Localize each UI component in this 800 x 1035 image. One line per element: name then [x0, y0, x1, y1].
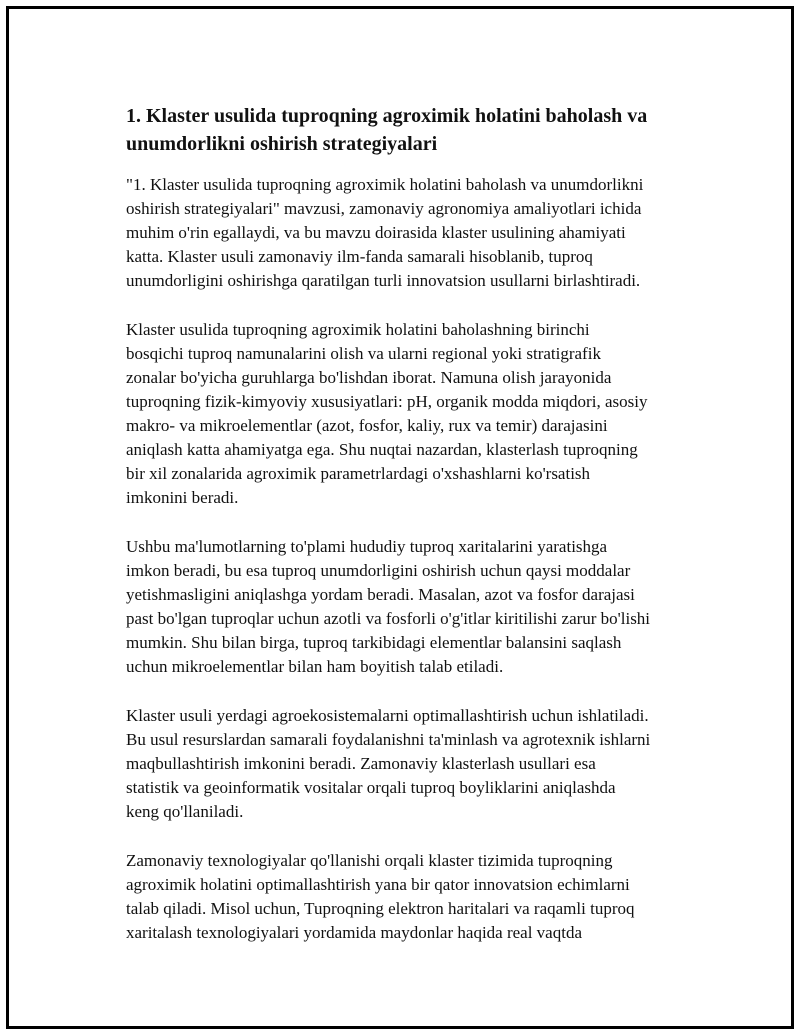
paragraph-5: Zamonaviy texnologiyalar qo'llanishi orqali klaster tizimida tuproqning agroximik holatini optimallashtirish yana bir qator innovatsion echimlarni talab qiladi. Misol uchun, Tuproqning elektron haritalari va raqamli tuproq xaritalash texnologiyalari yordamida maydonlar haqida real vaqtda — [126, 851, 635, 942]
document-body — [122, 102, 722, 970]
paragraph-4: Klaster usuli yerdagi agroekosistemalarni optimallashtirish uchun ishlatiladi. Bu usul resurslardan samarali foydalanishni ta'minlash va agrotexnik ishlarni maqbullashtirish imkonini beradi. Zamonaviy klasterlash usullari esa statistik va geoinformatik vositalar orqali tuproq boyliklarini aniqlashda keng qo'llaniladi. — [126, 706, 651, 821]
page-frame — [6, 6, 794, 1029]
paragraph-2: Klaster usulida tuproqning agroximik holatini baholashning birinchi bosqichi tuproq namunalarini olish va ularni regional yoki stratigrafik zonalar bo'yicha guruhlarga bo'lishdan iborat. Namuna olish jarayonida tuproqning fizik-kimyoviy xususiyatlari: pH, organik modda miqdori, asosiy makro- va mikroelementlar (azot, fosfor, kaliy, rux va temir) darajasini aniqlash katta ahamiyatga ega. Shu nuqtai nazardan, klasterlash tuproqning bir xil zonalarida agroximik parametrlardagi o'xshashlarni ko'rsatish imkonini beradi. — [126, 320, 648, 507]
paragraph-3: Ushbu ma'lumotlarning to'plami hududiy tuproq xaritalarini yaratishga imkon beradi, bu esa tuproq unumdorligini oshirish uchun qaysi moddalar yetishmasligini aniqlashga yordam beradi. Masalan, azot va fosfor darajasi past bo'lgan tuproqlar uchun azotli va fosforli o'g'itlar kiritilishi zarur bo'lishi mumkin. Shu bilan birga, tuproq tarkibidagi elementlar balansini saqlash uchun mikroelementlar bilan ham boyitish talab etiladi. — [126, 537, 651, 676]
paragraph-1: "1. Klaster usulida tuproqning agroximik holatini baholash va unumdorlikni oshirish strategiyalari" mavzusi, zamonaviy agronomiya amaliyotlari ichida muhim o'rin egallaydi, va bu mavzu doirasida klaster usulining ahamiyati katta. Klaster usuli zamonaviy ilm-fanda samarali hisoblanib, tuproq unumdorligini oshirishga qaratilgan turli innovatsion usullarni birlashtiradi. — [126, 175, 644, 290]
section-heading: 1. Klaster usulida tuproqning agroximik holatini baholash va unumdorlikni oshirish strategiyalari — [126, 105, 648, 155]
